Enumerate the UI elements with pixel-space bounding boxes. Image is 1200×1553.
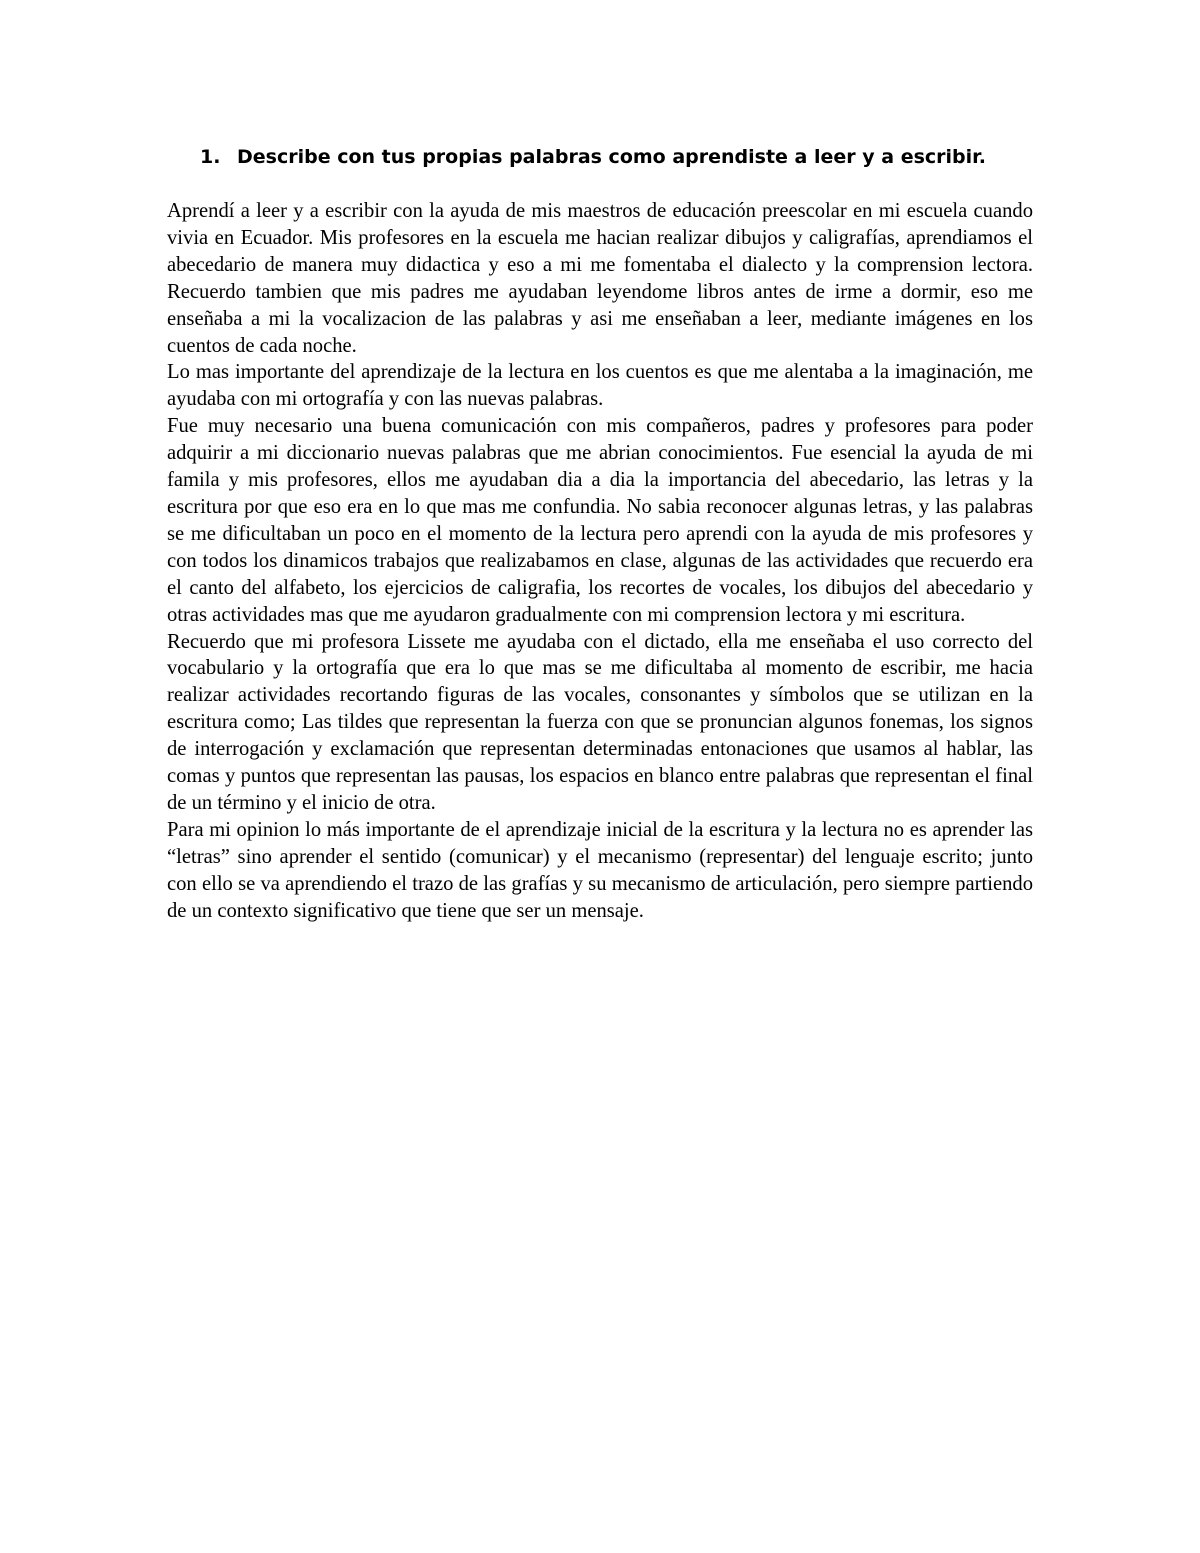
question-text: Describe con tus propias palabras como aprendiste a leer y a escribir. — [237, 146, 987, 168]
answer-paragraph-2: Lo mas importante del aprendizaje de la lectura en los cuentos es que me alentaba a la imaginación, me ayudaba con mi ortografía y con las nuevas palabras. — [167, 361, 1033, 411]
answer-body — [167, 198, 1033, 924]
answer-paragraph-3: Fue muy necesario una buena comunicación con mis compañeros, padres y profesores para poder adquirir a mi diccionario nuevas palabras que me abrian conocimientos. Fue esencial la ayuda de mi famila y mis profesores, ellos me ayudaban dia a dia la importancia del abecedario, las letras y la escritura por que eso era en lo que mas me confundia. No sabia reconocer algunas letras, y las palabras se me dificultaban un poco en el momento de la lectura pero aprendi con la ayuda de mis profesores y con todos los dinamicos trabajos que realizabamos en clase, algunas de las actividades que recuerdo era el canto del alfabeto, los ejercicios de caligrafia, los recortes de vocales, los dibujos del abecedario y otras actividades mas que me ayudaron gradualmente con mi comprension lectora y mi escritura. — [167, 415, 1033, 626]
answer-paragraph-1: Aprendí a leer y a escribir con la ayuda de mis maestros de educación preescolar en mi escuela cuando vivia en Ecuador. Mis profesores en la escuela me hacian realizar dibujos y caligrafías, aprendiamos el abecedario de manera muy didactica y eso a mi me fomentaba el dialecto y la comprension lectora. Recuerdo tambien que mis padres me ayudaban leyendome libros antes de irme a dormir, eso me enseñaba a mi la vocalizacion de las palabras y asi me enseñaban a leer, mediante imágenes en los cuentos de cada noche. — [167, 200, 1033, 357]
question-heading — [200, 143, 1060, 171]
answer-paragraph-4: Recuerdo que mi profesora Lissete me ayudaba con el dictado, ella me enseñaba el uso correcto del vocabulario y la ortografía que era lo que mas se me dificultaba al momento de escribir, me hacia realizar actividades recortando figuras de las vocales, consonantes y símbolos que se utilizan en la escritura como; Las tildes que representan la fuerza con que se pronuncian algunos fonemas, los signos de interrogación y exclamación que representan determinadas entonaciones que usamos al hablar, las comas y puntos que representan las pausas, los espacios en blanco entre palabras que representan el final de un término y el inicio de otra. — [167, 630, 1033, 814]
answer-paragraph-5: Para mi opinion lo más importante de el aprendizaje inicial de la escritura y la lectura no es aprender las “letras” sino aprender el sentido (comunicar) y el mecanismo (representar) del lenguaje escrito; junto con ello se va aprendiendo el trazo de las grafías y su mecanismo de articulación, pero siempre partiendo de un contexto significativo que tiene que ser un mensaje. — [167, 818, 1033, 922]
question-number: 1. — [200, 146, 221, 168]
